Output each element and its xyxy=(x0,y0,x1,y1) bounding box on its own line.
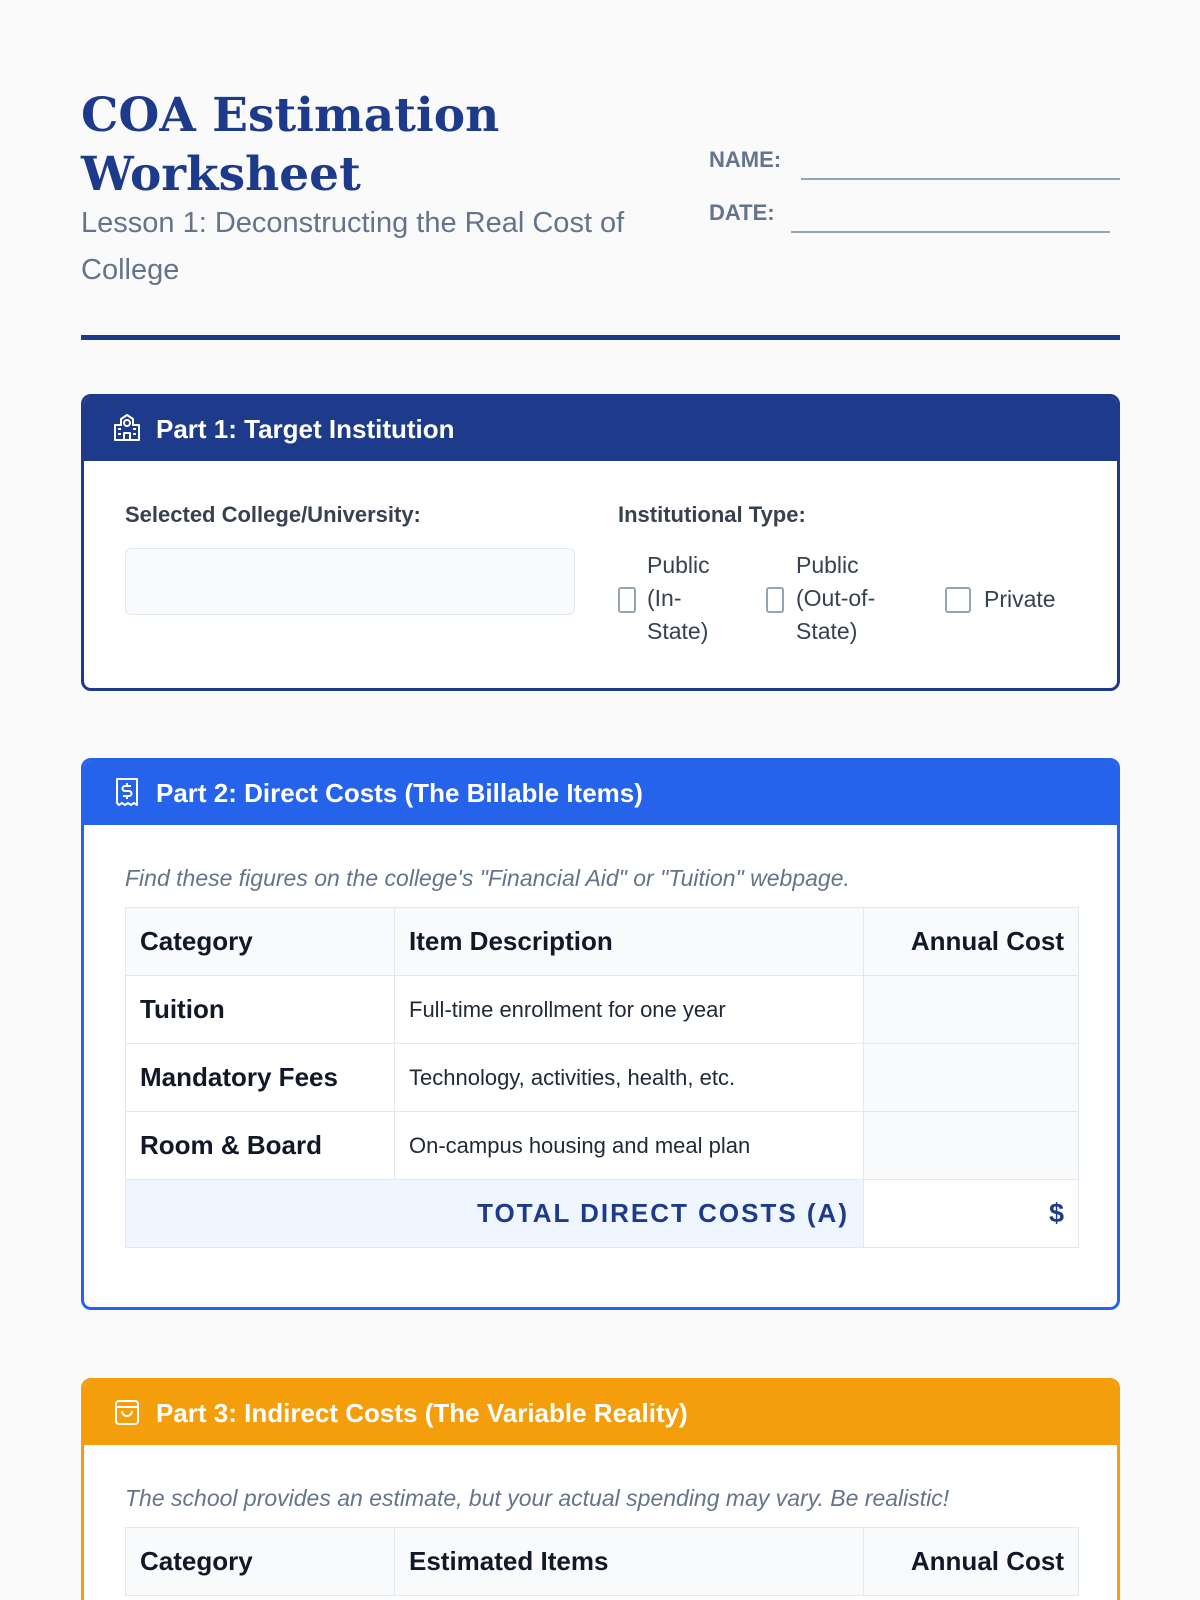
part2-title: Part 2: Direct Costs (The Billable Items) xyxy=(156,778,643,808)
worksheet-header xyxy=(81,80,1120,340)
row-category: Room & Board xyxy=(126,1112,395,1180)
direct-costs-table xyxy=(125,907,1079,1248)
part3-note: The school provides an estimate, but your actual spending may vary. Be realistic! xyxy=(125,1485,950,1511)
part3-title: Part 3: Indirect Costs (The Variable Reality) xyxy=(156,1398,688,1428)
part3-header xyxy=(84,1381,1117,1445)
column-header-description: Item Description xyxy=(395,908,864,976)
option-label-public-out-of-state: Public (Out-of-State) xyxy=(796,552,876,644)
table-row xyxy=(126,1112,1079,1180)
shopping-bag-icon xyxy=(112,1397,142,1427)
part2-header xyxy=(84,761,1117,825)
total-direct-costs-label: TOTAL DIRECT COSTS (A) xyxy=(126,1180,864,1248)
part1-title: Part 1: Target Institution xyxy=(156,414,455,444)
checkbox-public-out-of-state[interactable] xyxy=(766,587,784,613)
college-input[interactable] xyxy=(125,548,575,615)
college-label: Selected College/University: xyxy=(125,502,421,527)
column-header-estimated-items: Estimated Items xyxy=(395,1528,864,1596)
row-description: Technology, activities, health, etc. xyxy=(395,1044,864,1112)
receipt-dollar-icon xyxy=(112,777,142,807)
row-description: Full-time enrollment for one year xyxy=(395,976,864,1044)
indirect-costs-table xyxy=(125,1527,1079,1596)
school-building-icon xyxy=(112,413,142,443)
total-row xyxy=(126,1180,1079,1248)
table-row xyxy=(126,1044,1079,1112)
row-description: On-campus housing and meal plan xyxy=(395,1112,864,1180)
part2-note: Find these figures on the college's "Financial Aid" or "Tuition" webpage. xyxy=(125,865,850,891)
type-label: Institutional Type: xyxy=(618,502,806,527)
checkbox-private[interactable] xyxy=(945,587,971,613)
option-label-private: Private xyxy=(984,586,1056,612)
row-category: Mandatory Fees xyxy=(126,1044,395,1112)
option-label-public-in-state: Public (In-State) xyxy=(647,552,710,644)
name-line[interactable] xyxy=(801,178,1120,180)
part1-header xyxy=(84,397,1117,461)
column-header-annual-cost: Annual Cost xyxy=(864,908,1079,976)
cost-input-tuition[interactable] xyxy=(864,976,1079,1044)
page-subtitle: Lesson 1: Deconstructing the Real Cost of College xyxy=(81,207,625,286)
name-label: NAME: xyxy=(709,147,782,172)
table-row xyxy=(126,976,1079,1044)
column-header-category: Category xyxy=(126,908,395,976)
total-direct-costs-value[interactable]: $ xyxy=(864,1180,1079,1248)
row-category: Tuition xyxy=(126,976,395,1044)
date-line[interactable] xyxy=(791,231,1110,233)
checkbox-public-in-state[interactable] xyxy=(618,587,636,613)
page-title: COA Estimation Worksheet xyxy=(81,88,500,202)
date-label: DATE: xyxy=(709,200,775,225)
cost-input-mandatory-fees[interactable] xyxy=(864,1044,1079,1112)
column-header-category: Category xyxy=(126,1528,395,1596)
part2-card xyxy=(81,758,1120,1310)
table-header-row xyxy=(126,908,1079,976)
cost-input-room-board[interactable] xyxy=(864,1112,1079,1180)
column-header-annual-cost: Annual Cost xyxy=(864,1528,1079,1596)
part3-card xyxy=(81,1378,1120,1600)
table-header-row xyxy=(126,1528,1079,1596)
part1-card xyxy=(81,394,1120,691)
